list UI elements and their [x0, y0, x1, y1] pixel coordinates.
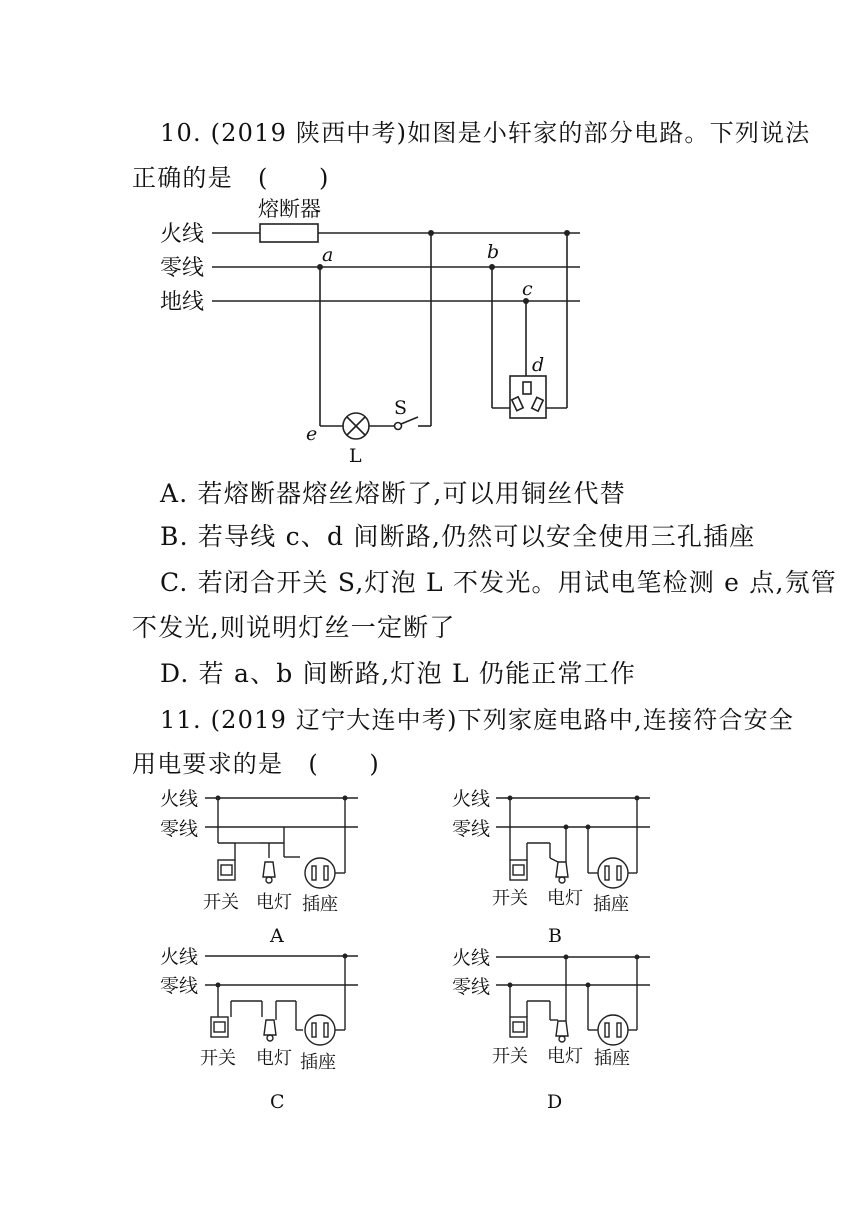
choice-c-neutral-label: 零线 — [160, 975, 199, 997]
choice-b-circuit — [452, 788, 650, 947]
choice-d-lamp-label: 电灯 — [547, 1046, 583, 1067]
q10-option-a: A. 若熔断器熔丝熔断了,可以用铜丝代替 — [160, 479, 626, 508]
q10-option-c-line1: C. 若闭合开关 S,灯泡 L 不发光。用试电笔检测 e 点,氖管 — [160, 568, 837, 597]
neutral-label: 零线 — [160, 256, 205, 281]
q10-option-c-line2: 不发光,则说明灯丝一定断了 — [132, 613, 456, 642]
q10-stem-line2: 正确的是 ( ) — [132, 164, 330, 192]
q11-stem-line2: 用电要求的是 ( ) — [132, 750, 380, 778]
choice-d-neutral-label: 零线 — [452, 976, 491, 998]
q10-option-b: B. 若导线 c、d 间断路,仍然可以安全使用三孔插座 — [160, 522, 756, 551]
fuse-label: 熔断器 — [258, 197, 321, 221]
choice-a-socket-label: 插座 — [302, 894, 338, 915]
choice-a-switch-label: 开关 — [203, 892, 239, 913]
choice-c-circuit — [160, 946, 358, 1113]
choice-b-live-label: 火线 — [452, 788, 491, 810]
live-label: 火线 — [160, 222, 205, 247]
lamp-L-label: L — [349, 445, 362, 467]
ground-label: 地线 — [160, 290, 205, 315]
q10-stem-line1: 10. (2019 陕西中考)如图是小轩家的部分电路。下列说法 — [160, 119, 811, 147]
choice-a-neutral-label: 零线 — [160, 818, 199, 840]
point-c-label: c — [522, 278, 533, 300]
choice-a-letter: A — [270, 925, 284, 947]
choice-c-live-label: 火线 — [160, 946, 199, 968]
q10-option-d: D. 若 a、b 间断路,灯泡 L 仍能正常工作 — [160, 659, 637, 688]
choice-c-switch-label: 开关 — [200, 1048, 236, 1069]
choice-d-letter: D — [547, 1091, 563, 1113]
choice-d-live-label: 火线 — [452, 947, 491, 969]
choice-b-neutral-label: 零线 — [452, 818, 491, 840]
choice-d-socket-label: 插座 — [594, 1048, 630, 1069]
switch-S-label: S — [394, 397, 408, 419]
choice-a-circuit — [160, 788, 358, 947]
choice-c-lamp-label: 电灯 — [256, 1048, 292, 1069]
choice-c-socket-label: 插座 — [300, 1052, 336, 1073]
point-d-label: d — [532, 354, 545, 376]
choice-b-letter: B — [548, 925, 562, 947]
point-a-label: a — [322, 244, 334, 266]
choice-d-switch-label: 开关 — [492, 1046, 528, 1067]
point-e-label: e — [306, 423, 318, 445]
choice-b-socket-label: 插座 — [593, 894, 629, 915]
choice-a-live-label: 火线 — [160, 788, 199, 810]
choice-b-switch-label: 开关 — [492, 888, 528, 909]
choice-b-lamp-label: 电灯 — [547, 888, 583, 909]
choice-c-letter: C — [270, 1091, 285, 1113]
choice-d-circuit — [452, 947, 650, 1113]
q11-stem-line1: 11. (2019 辽宁大连中考)下列家庭电路中,连接符合安全 — [160, 706, 795, 734]
point-b-label: b — [487, 241, 500, 263]
choice-a-lamp-label: 电灯 — [256, 892, 292, 913]
